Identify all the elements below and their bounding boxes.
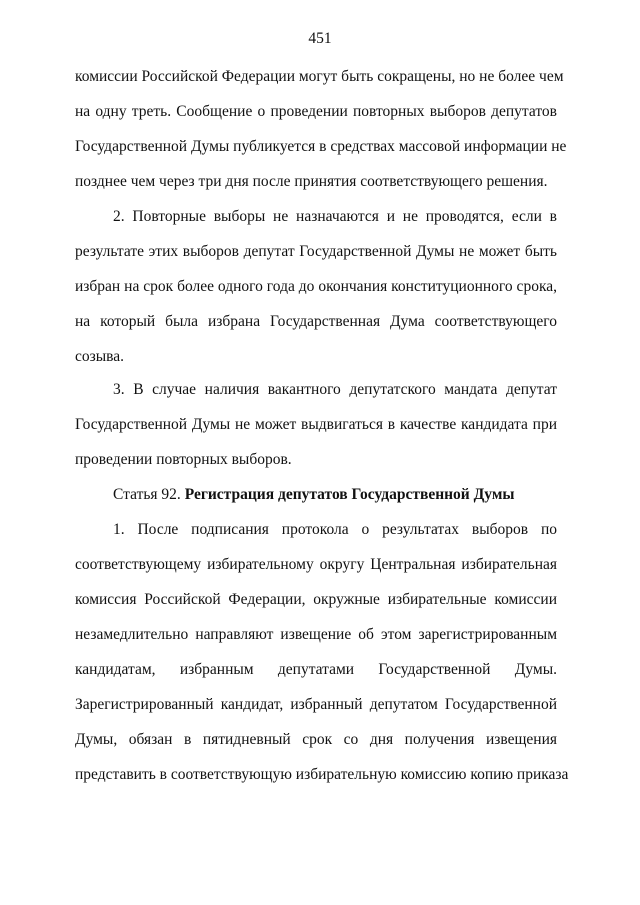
- text-line: Государственной Думы не может выдвигаться в качестве кандидата при: [75, 416, 557, 433]
- text-line: представить в соответствующую избирательную комиссию копию приказа: [75, 766, 569, 783]
- text-line: 2. Повторные выборы не назначаются и не проводятся, если в: [113, 208, 557, 225]
- text-line: Думы, обязан в пятидневный срок со дня получения извещения: [75, 731, 557, 748]
- text-line: незамедлительно направляют извещение об этом зарегистрированным: [75, 626, 557, 643]
- text-line: на одну треть. Сообщение о проведении повторных выборов депутатов: [75, 103, 557, 120]
- text-line: Государственной Думы публикуется в средствах массовой информации не: [75, 138, 567, 155]
- article-heading: [113, 485, 557, 505]
- text-line: соответствующему избирательному округу Центральная избирательная: [75, 556, 557, 573]
- text-line: кандидатам, избранным депутатами Государственной Думы.: [75, 661, 557, 678]
- text-line: Зарегистрированный кандидат, избранный депутатом Государственной: [75, 696, 557, 713]
- text-line: проведении повторных выборов.: [75, 451, 292, 468]
- text-line: на который была избрана Государственная Дума соответствующего: [75, 313, 557, 330]
- text-line: комиссия Российской Федерации, окружные избирательные комиссии: [75, 591, 557, 608]
- text-line: результате этих выборов депутат Государственной Думы не может быть: [75, 243, 557, 260]
- text-line: позднее чем через три дня после принятия соответствующего решения.: [75, 173, 548, 190]
- text-line: 3. В случае наличия вакантного депутатского мандата депутат: [113, 381, 557, 398]
- text-line: 1. После подписания протокола о результатах выборов по: [113, 521, 557, 538]
- text-line: избран на срок более одного года до окончания конституционного срока,: [75, 278, 557, 295]
- text-line: созыва.: [75, 348, 125, 365]
- article-prefix: Статья 92.: [113, 486, 181, 503]
- article-title: Регистрация депутатов Государственной Думы: [184, 486, 515, 503]
- text-line: комиссии Российской Федерации могут быть сокращены, но не более чем: [75, 68, 564, 85]
- page-number: 451: [308, 30, 332, 47]
